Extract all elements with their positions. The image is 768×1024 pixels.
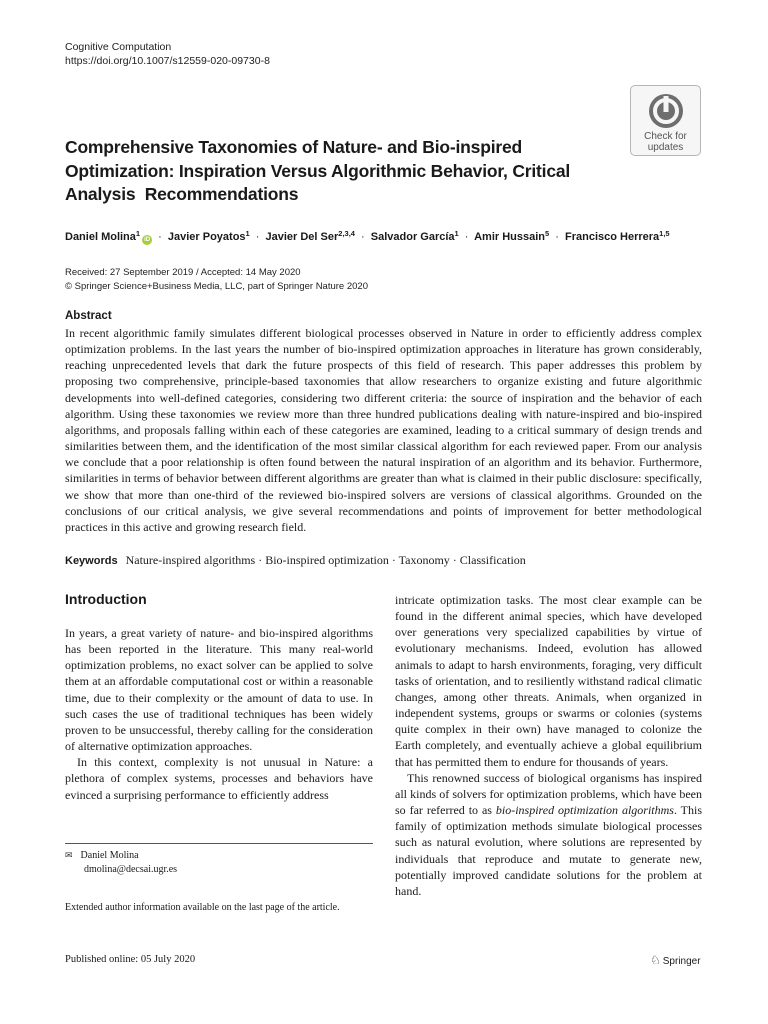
received-accepted: Received: 27 September 2019 / Accepted: 14 May 2020 (65, 267, 301, 278)
author-affiliation: 1 (135, 229, 141, 238)
author-separator: · (158, 231, 162, 243)
journal-header (65, 40, 270, 68)
author-name: Javier Del Ser (265, 231, 339, 243)
copyright: © Springer Science+Business Media, LLC, part of Springer Nature 2020 (65, 281, 368, 292)
author-separator: · (464, 231, 469, 243)
intro-paragraph-4-a: This renowned success of biological organisms has inspired all kinds of solvers for optimization problems, which have been so far referred to as (395, 770, 702, 818)
author-name: Javier Poyatos (167, 231, 246, 243)
badge-line-2: updates (647, 141, 684, 153)
check-for-updates-badge[interactable] (630, 85, 701, 156)
intro-paragraph-4-emphasis: bio-inspired optimization algorithms (495, 803, 674, 818)
title-line-3: Analysis Recommendations (65, 184, 299, 204)
author[interactable] (266, 231, 355, 243)
keywords-heading: Keywords (65, 555, 118, 567)
author-separator: · (255, 231, 260, 243)
paper-title (65, 136, 620, 207)
author-name: Francisco Herrera (565, 231, 660, 243)
publication-dates (65, 266, 368, 294)
envelope-icon: ✉ (65, 851, 73, 861)
author-name: Amir Hussain (474, 231, 546, 243)
author-separator: · (361, 231, 365, 243)
author-separator: · (555, 231, 559, 243)
intro-paragraph-3: intricate optimization tasks. The most clear example can be found in the different animal species, which have developed over generations very specialized capabilities by virtue of evolutionary mechanisms. Indeed, evolution has allowed animals to adapt to harsh environments, foraging, very difficult tasks of orientation, and to resiliently withstand radical climatic changes, among other threats. Animals, when organized in independent systems, groups or swarms or colonies (systems quite complex in their own) have managed to colonize the Earth completely, and eventually achieve a global equilibrium that has permitted them to endure for thousands of years. (395, 593, 702, 769)
intro-paragraph-1: In years, a great variety of nature- and bio-inspired algorithms has been reported in the literature. This many real-world optimization problems, no exact solver can be applied to solve them at an affordable computational cost or within a reasonable time, due to their complexity or the amount of data to use. In such cases the use of traditional techniques has been widely proven to be unsuccessful, thereby calling for the consideration of alternative optimization approaches. (65, 626, 373, 754)
author-name: Salvador García (370, 231, 455, 243)
doi-link[interactable]: https://doi.org/10.1007/s12559-020-09730-8 (65, 55, 270, 67)
springer-horse-icon: ♘ (650, 953, 661, 967)
springer-logo (650, 953, 701, 967)
orcid-icon[interactable]: iD (144, 237, 151, 243)
author[interactable] (168, 231, 250, 243)
author[interactable] (371, 231, 459, 243)
introduction-heading: Introduction (65, 591, 147, 607)
author-affiliation: 2,3,4 (338, 229, 355, 238)
right-column (395, 592, 702, 899)
badge-line-1: Check for (644, 131, 687, 142)
author-affiliation: 1,5 (659, 229, 670, 238)
abstract-text: In recent algorithmic family simulates different biological processes observed in Nature in order to efficiently address complex optimization problems. In the last years the number of bio-inspired optimization approaches in literature has grown considerably, reaching unprecedented levels that dark the future prospects of this field of research. This paper addresses this problem by proposing two comprehensive, principle-based taxonomies that allow researchers to organize existing and future algorithmic developments into well-defined categories, considering two different criteria: the source of inspiration and the behavior of each algorithm. Using these taxonomies we review more than three hundred publications dealing with nature-inspired and bio-inspired algorithms, and proposals falling within each of these categories are examined, leading to a critical summary of design trends and similarities between them, and the identification of the most similar classical algorithm for each reviewed paper. From our analysis we conclude that a poor relationship is often found between the natural inspiration of an algorithm and its behavior. Furthermore, similarities in terms of behavior between different algorithms are greater than what is claimed in their public disclosure: specifically, we show that more than one-third of the reviewed bio-inspired solvers are versions of classical algorithms. Grounded on the conclusions of our critical analysis, we give several recommendations and points of improvement for better methodological practices in this active and growing research field. (65, 326, 702, 534)
author-affiliation: 1 (245, 229, 250, 238)
author[interactable] (65, 231, 152, 243)
title-line-2: Optimization: Inspiration Versus Algorithmic Behavior, Critical (65, 160, 571, 181)
author-affiliation: 1 (454, 229, 459, 238)
author-name: Daniel Molina (65, 231, 136, 243)
author[interactable] (474, 231, 549, 243)
check-for-updates-icon (647, 92, 685, 130)
intro-paragraph-2: In this context, complexity is not unusual in Nature: a plethora of complex systems, processes and behaviors have evinced a surprising performance to efficiently address (65, 755, 373, 802)
footnote-name: Daniel Molina (80, 850, 139, 861)
keywords-text: Nature-inspired algorithms · Bio-inspired optimization · Taxonomy · Classification (125, 553, 526, 567)
footnote-divider (65, 843, 373, 844)
author-list (65, 227, 715, 245)
publisher-name: Springer (662, 956, 701, 967)
title-line-1: Comprehensive Taxonomies of Nature- and Bio-inspired (65, 137, 522, 157)
left-column (65, 625, 373, 803)
intro-paragraph-4 (395, 770, 702, 899)
keywords (65, 553, 526, 568)
journal-name: Cognitive Computation (65, 41, 172, 53)
abstract-heading: Abstract (65, 310, 112, 322)
published-online: Published online: 05 July 2020 (65, 954, 196, 965)
corresponding-author-footnote (65, 849, 177, 877)
author[interactable] (565, 231, 670, 243)
intro-paragraph-4-b: . This family of optimization methods simulate biological processes such as natural evolution, where solutions are represented by individuals that reproduce and mutate to generate new, potentially improved candidate solutions for the problem at hand. (395, 803, 703, 898)
author-affiliation: 5 (545, 229, 550, 238)
extended-author-info: Extended author information available on the last page of the article. (65, 902, 340, 913)
footnote-email[interactable]: dmolina@decsai.ugr.es (84, 864, 178, 875)
